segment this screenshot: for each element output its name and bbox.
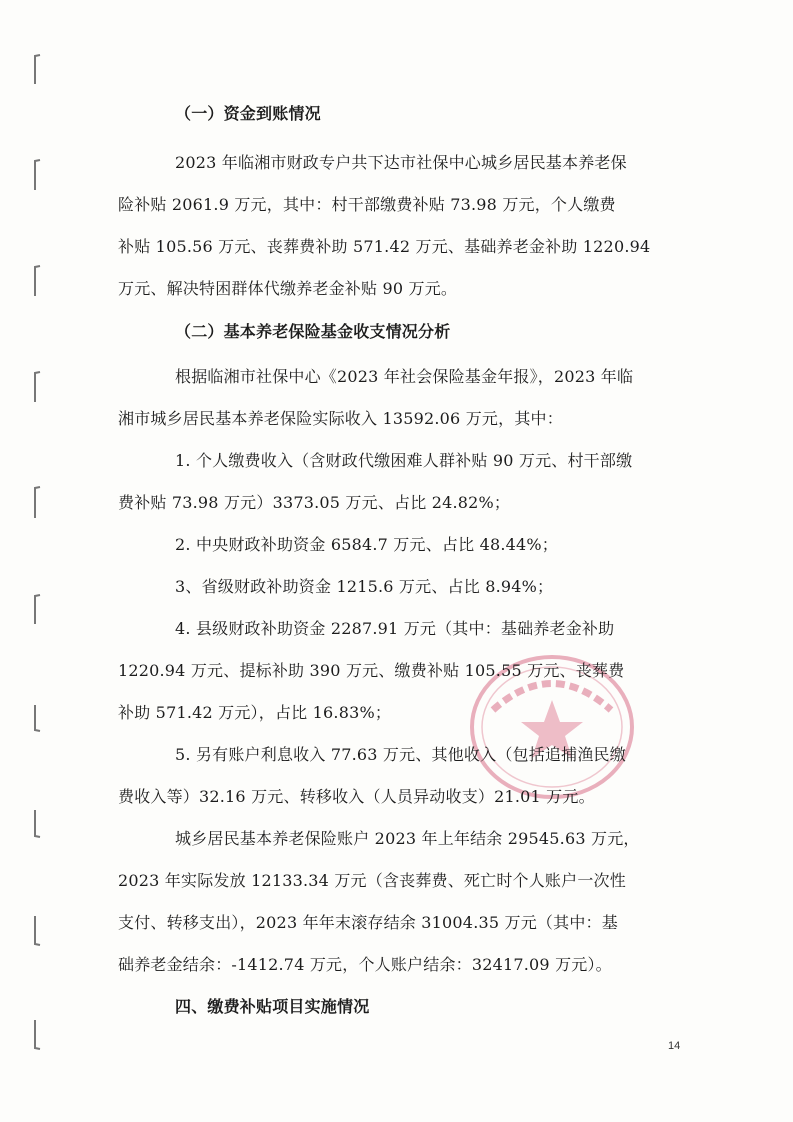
paragraph-line: 2023 年实际发放 12133.34 万元（含丧葬费、死亡时个人账户一次性	[118, 871, 626, 890]
paragraph-line: 万元、解决特困群体代缴养老金补贴 90 万元。	[118, 279, 458, 298]
section-heading-funds-arrival: （一）资金到账情况	[175, 104, 321, 123]
paragraph-line: 2. 中央财政补助资金 6584.7 万元、占比 48.44%；	[175, 535, 559, 554]
paragraph-line: 补贴 105.56 万元、丧葬费补助 571.42 万元、基础养老金补助 1220.94	[118, 237, 651, 256]
page-number: 14	[668, 1040, 681, 1052]
paragraph-line: 5. 另有账户利息收入 77.63 万元、其他收入（包括追捕渔民缴	[175, 745, 626, 764]
paragraph-line: 湘市城乡居民基本养老保险实际收入 13592.06 万元，其中：	[118, 409, 563, 428]
paragraph-line: 城乡居民基本养老保险账户 2023 年上年结余 29545.63 万元，	[175, 829, 640, 848]
paragraph-line: 2023 年临湘市财政专户共下达市社保中心城乡居民基本养老保	[175, 153, 627, 172]
paragraph-line: 1220.94 万元、提标补助 390 万元、缴费补贴 105.55 万元、丧葬费	[118, 661, 625, 680]
paragraph-line: 险补贴 2061.9 万元，其中：村干部缴费补贴 73.98 万元，个人缴费	[118, 195, 616, 214]
paragraph-line: 1. 个人缴费收入（含财政代缴困难人群补贴 90 万元、村干部缴	[175, 451, 633, 470]
paragraph-line: 根据临湘市社保中心《2023 年社会保险基金年报》，2023 年临	[175, 367, 634, 386]
paragraph-line: 4. 县级财政补助资金 2287.91 万元（其中：基础养老金补助	[175, 619, 615, 638]
paragraph-line: 补助 571.42 万元），占比 16.83%；	[118, 703, 392, 722]
paragraph-line: 础养老金结余：-1412.74 万元，个人账户结余：32417.09 万元）。	[118, 955, 612, 974]
paragraph-line: 费收入等）32.16 万元、转移收入（人员异动收支）21.01 万元。	[118, 787, 595, 806]
paragraph-line: 3、省级财政补助资金 1215.6 万元、占比 8.94%；	[175, 577, 554, 596]
section-heading-subsidy-projects: 四、缴费补贴项目实施情况	[175, 997, 370, 1016]
section-heading-fund-analysis: （二）基本养老保险基金收支情况分析	[175, 322, 451, 341]
paragraph-line: 费补贴 73.98 万元）3373.05 万元、占比 24.82%；	[118, 493, 511, 512]
paragraph-line: 支付、转移支出），2023 年年末滚存结余 31004.35 万元（其中：基	[118, 913, 618, 932]
